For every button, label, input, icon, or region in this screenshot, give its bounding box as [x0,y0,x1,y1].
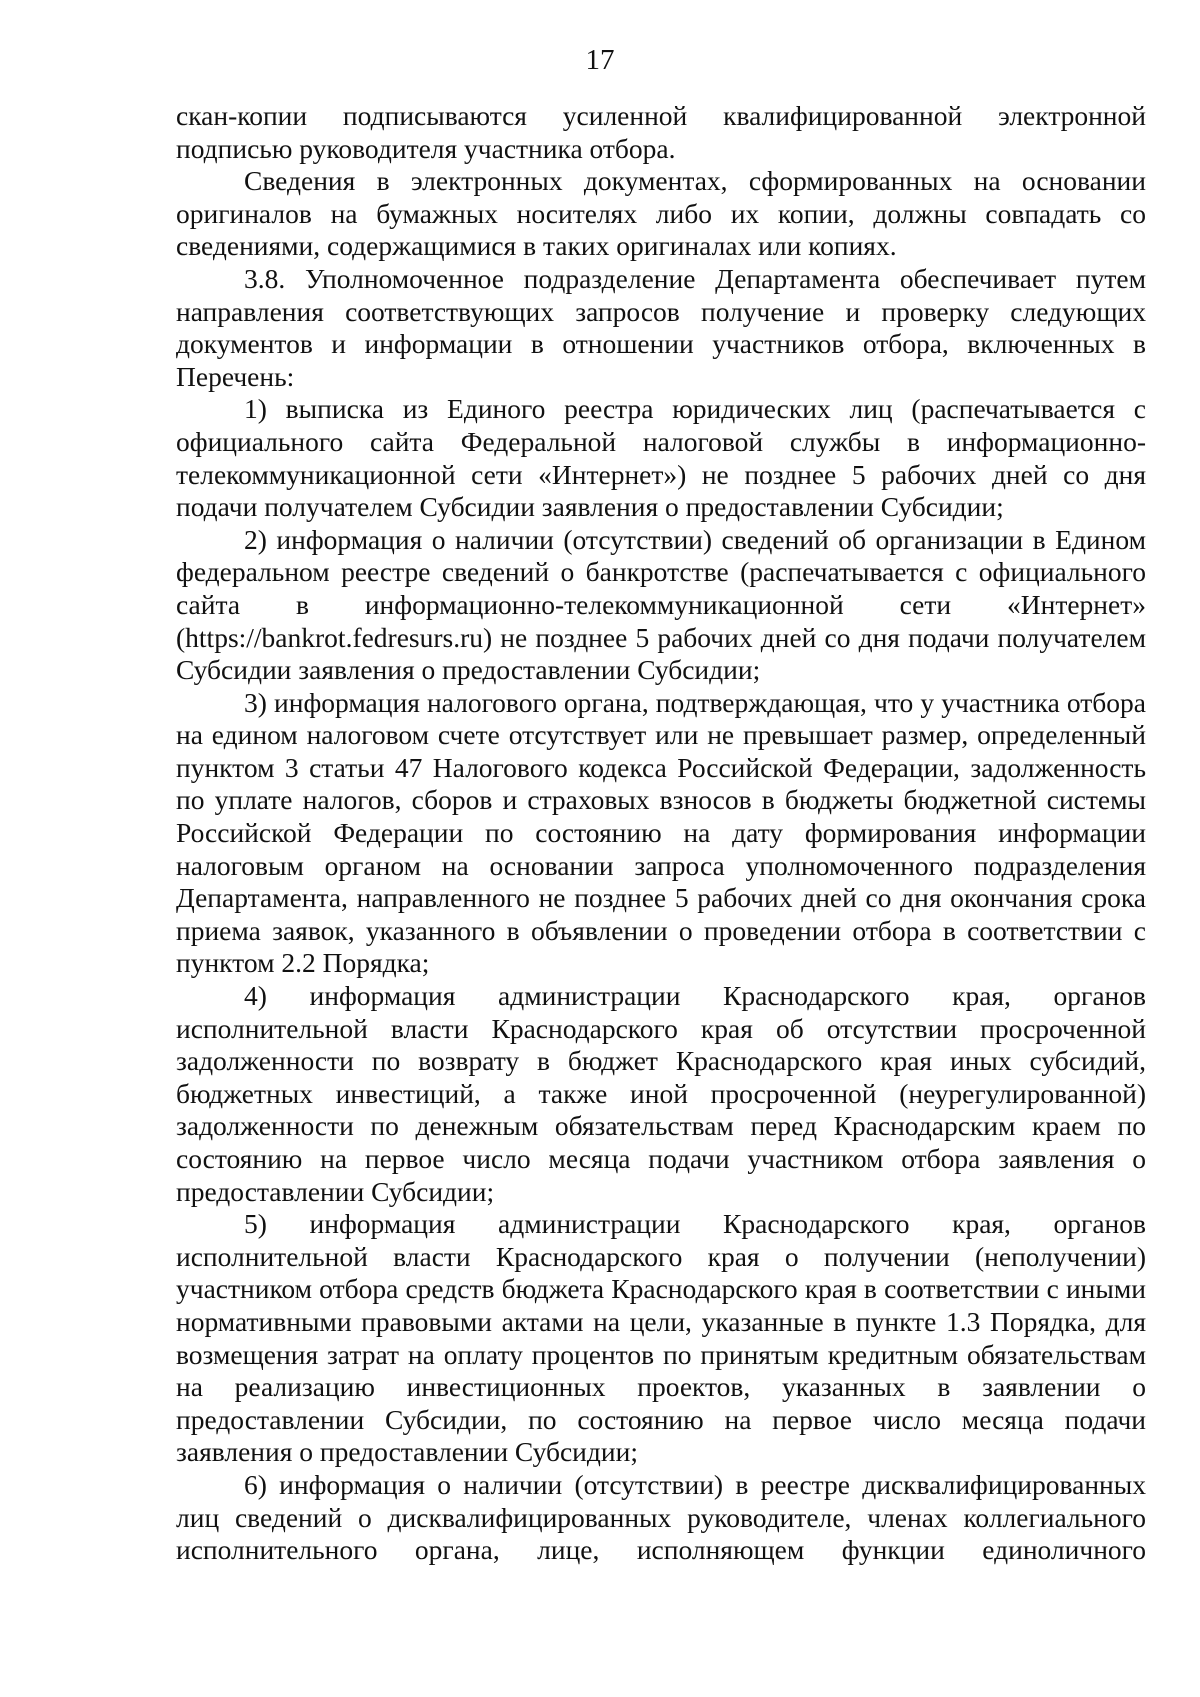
page-number: 17 [585,44,615,76]
list-item-3: 3) информация налогового органа, подтверждающая, что у участника отбора на едином налоговом счете отсутствует или не превышает размер, определенный пунктом 3 статьи 47 Налогового кодекса Российской Федерации, задолженность по уплате налогов, сборов и страховых взносов в бюджеты бюджетной системы Российской Федерации по состоянию на дату формирования информации налоговым органом на основании запроса уполномоченного подразделения Департамента, направленного не позднее 5 рабочих дней со дня окончания срока приема заявок, указанного в объявлении о проведении отбора в соответствии с пунктом 2.2 Порядка; [176,686,1146,979]
list-item-4: 4) информация администрации Краснодарского края, органов исполнительной власти Краснодарского края об отсутствии просроченной задолженности по возврату в бюджет Краснодарского края иных субсидий, бюджетных инвестиций, а также иной просроченной (неурегулированной) задолженности по денежным обязательствам перед Краснодарским краем по состоянию на первое число месяца подачи участником отбора заявления о предоставлении Субсидии; [176,980,1146,1207]
paragraph-scan-copies: скан-копии подписываются усиленной квалифицированной электронной подписью руководителя участника отбора. [176,100,1146,164]
list-item-1: 1) выписка из Единого реестра юридических лиц (распечатывается с официального сайта Федеральной налоговой службы в информационно-телекоммуникационной сети «Интернет») не позднее 5 рабочих дней со дня подачи получателем Субсидии заявления о предоставлении Субсидии; [176,393,1146,523]
paragraph-3-8: 3.8. Уполномоченное подразделение Департамента обеспечивает путем направления соответствующих запросов получение и проверку следующих документов и информации в отношении участников отбора, включенных в Перечень: [176,262,1146,392]
document-body [176,100,1146,1567]
paragraph-electronic-documents: Сведения в электронных документах, сформированных на основании оригиналов на бумажных носителях либо их копии, должны совпадать со сведениями, содержащимися в таких оригиналах или копиях. [176,165,1146,262]
list-item-6: 6) информация о наличии (отсутствии) в реестре дисквалифицированных лиц сведений о дисквалифицированных руководителе, членах коллегиального исполнительного органа, лице, исполняющем функции единоличного [176,1468,1146,1566]
list-item-2: 2) информация о наличии (отсутствии) сведений об организации в Едином федеральном реестре сведений о банкротстве (распечатывается с официального сайта в информационно-телекоммуникационной сети «Интернет» (https://bankrot.fedresurs.ru) не позднее 5 рабочих дней со дня подачи получателем Субсидии заявления о предоставлении Субсидии; [176,523,1146,686]
list-item-5: 5) информация администрации Краснодарского края, органов исполнительной власти Краснодарского края о получении (неполучении) участником отбора средств бюджета Краснодарского края в соответствии с иными нормативными правовыми актами на цели, указанные в пункте 1.3 Порядка, для возмещения затрат на оплату процентов по принятым кредитным обязательствам на реализацию инвестиционных проектов, указанных в заявлении о предоставлении Субсидии, по состоянию на первое число месяца подачи заявления о предоставлении Субсидии; [176,1208,1146,1468]
